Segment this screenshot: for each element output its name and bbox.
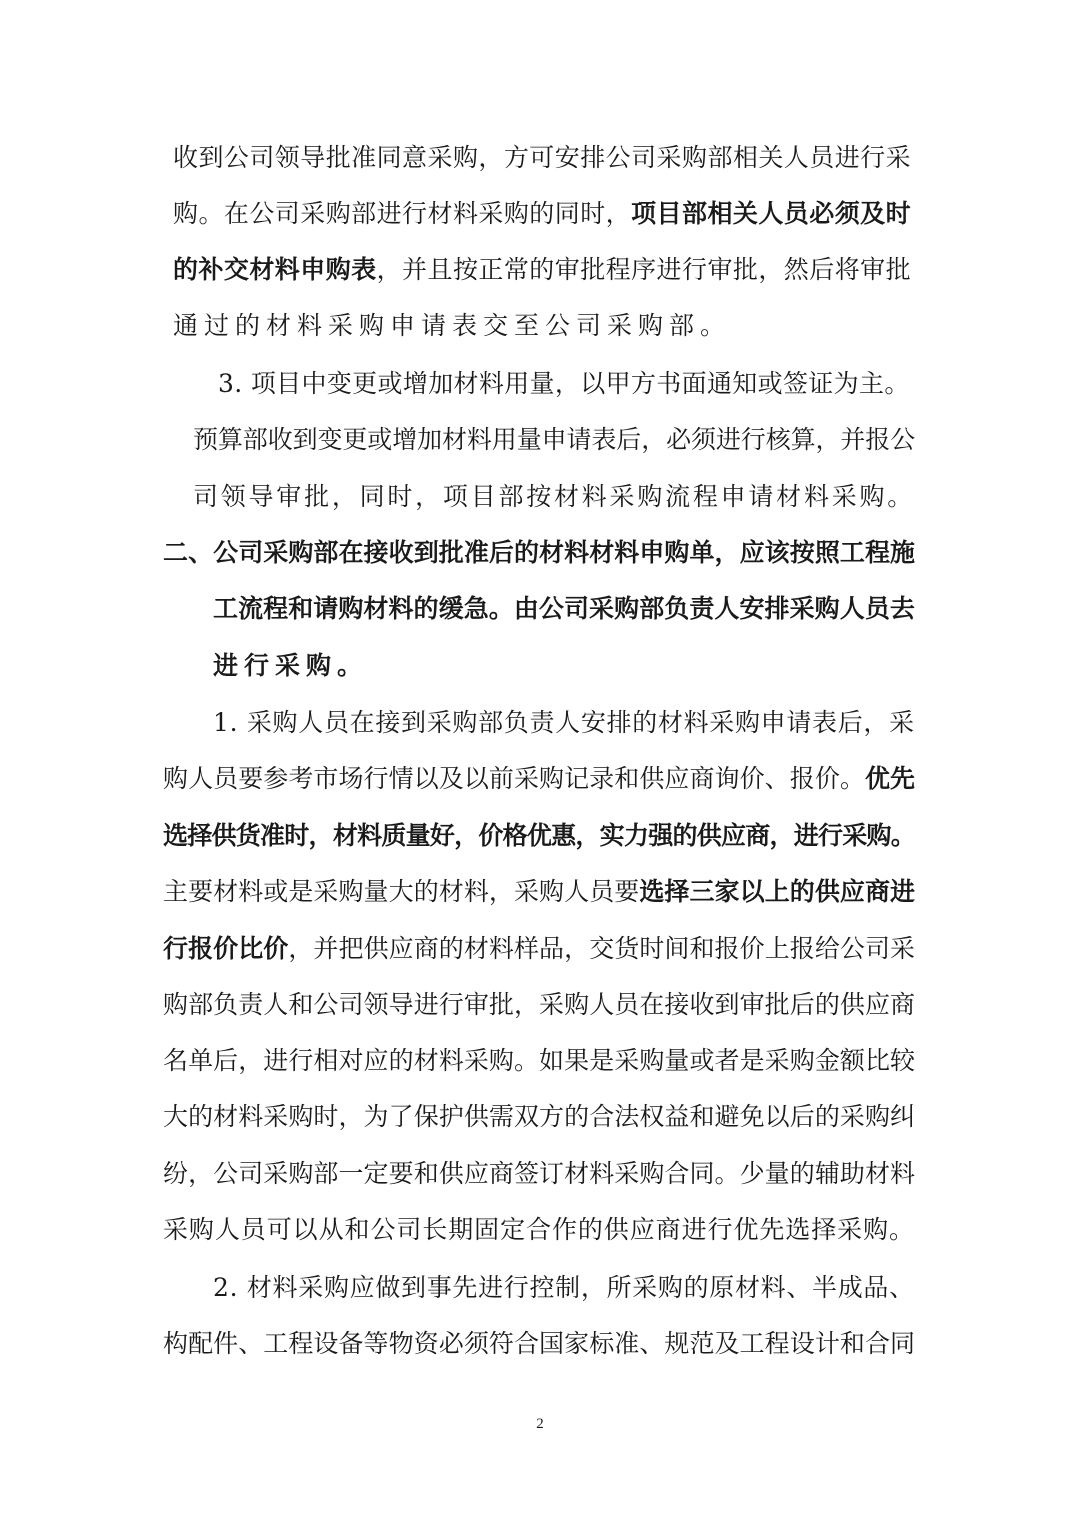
text-run: ，并且按正常的审批程序进行审批，然后将审批	[376, 255, 912, 284]
text-run: 3. 项目中变更或增加材料用量，以甲方书面通知或签证为主。	[218, 369, 910, 398]
bold-text: 进行采购。	[213, 651, 369, 680]
text-run: 预算部收到变更或增加材料用量申请表后，必须进行核算，并报公	[193, 425, 916, 454]
bold-text: 行报价比价	[163, 934, 289, 963]
bold-text: 选择三家以上的供应商进	[639, 877, 916, 906]
text-line	[163, 1158, 915, 1190]
text-line	[193, 481, 915, 513]
text-run: 1. 采购人员在接到采购部负责人安排的材料采购申请表后，采	[213, 708, 915, 737]
text-line	[213, 593, 915, 625]
text-line	[173, 254, 911, 286]
text-run: 构配件、工程设备等物资必须符合国家标准、规范及工程设计和合同	[163, 1329, 916, 1358]
text-run: 纷，公司采购部一定要和供应商签订材料采购合同。少量的辅助材料	[163, 1159, 916, 1188]
bold-text: 优先	[864, 764, 916, 793]
text-line	[163, 876, 915, 908]
text-line	[193, 424, 915, 456]
text-line	[163, 989, 915, 1021]
text-run: ，并把供应商的材料样品，交货时间和报价上报给公司采	[288, 934, 916, 963]
text-line	[163, 1328, 915, 1360]
text-run: 购部负责人和公司领导进行审批，采购人员在接收到审批后的供应商	[163, 990, 916, 1019]
text-run: 采购人员可以从和公司长期固定合作的供应商进行优先选择采购。	[163, 1215, 915, 1244]
text-run: 大的材料采购时，为了保护供需双方的合法权益和避免以后的采购纠	[163, 1102, 916, 1131]
bold-text: 工流程和请购材料的缓急。由公司采购部负责人安排采购人员去	[213, 594, 915, 623]
text-line	[163, 820, 915, 852]
text-line	[173, 198, 911, 230]
bold-text: 选择供货准时，材料质量好，价格优惠，实力强的供应商，进行采购。	[163, 821, 916, 850]
text-line	[213, 707, 915, 739]
text-line	[173, 310, 731, 342]
bold-text: 项目部相关人员必须及时	[631, 199, 912, 228]
bold-text: 二、公司采购部在接收到批准后的材料材料申购单，应该按照工程施	[163, 538, 916, 567]
text-line	[163, 1214, 915, 1246]
text-run: 司领导审批，同时，项目部按材料采购流程申请材料采购。	[193, 482, 916, 511]
text-line	[163, 763, 915, 795]
text-line	[163, 933, 915, 965]
text-line	[163, 537, 915, 569]
text-run: 购。在公司采购部进行材料采购的同时，	[173, 199, 632, 228]
text-run: 名单后，进行相对应的材料采购。如果是采购量或者是采购金额比较	[163, 1046, 916, 1075]
text-run: 收到公司领导批准同意采购，方可安排公司采购部相关人员进行采	[173, 143, 912, 172]
text-line	[213, 650, 368, 682]
page-number: 2	[536, 1416, 544, 1432]
text-line	[173, 142, 911, 174]
text-run: 购人员要参考市场行情以及以前采购记录和供应商询价、报价。	[163, 764, 865, 793]
text-line	[163, 1101, 915, 1133]
text-line	[218, 368, 910, 400]
text-run: 2. 材料采购应做到事先进行控制，所采购的原材料、半成品、	[213, 1273, 915, 1302]
text-run: 主要材料或是采购量大的材料，采购人员要	[163, 877, 640, 906]
bold-text: 的补交材料申购表	[173, 255, 377, 284]
text-run: 通过的材料采购申请表交至公司采购部。	[173, 311, 732, 340]
text-line	[163, 1045, 915, 1077]
text-line	[213, 1272, 915, 1304]
